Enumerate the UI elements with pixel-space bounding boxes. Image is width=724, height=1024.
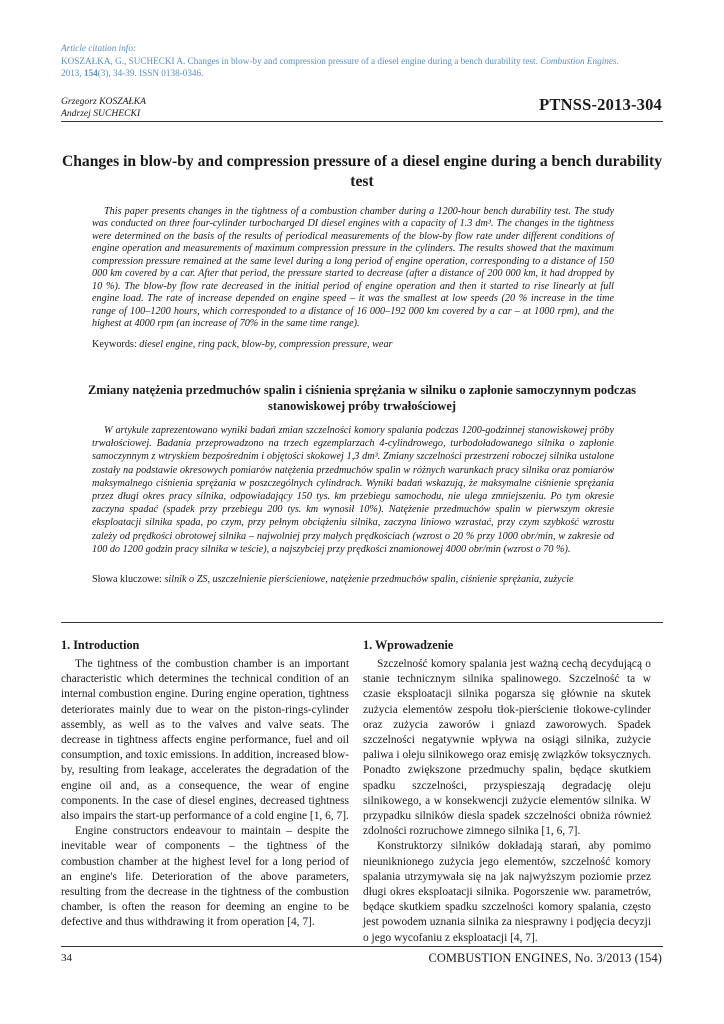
paragraph-en-2: Engine constructors endeavour to maintain – despite the inevitable wear of components – the tightness of the combustion chamber at the highest level for a long period of an engine's life. Deterioration of the above parameters, resulting from the decrease in the tightness of the combustion chamber, is often the reason for deeming an engine to be defective and thus withdrawing it from operation [4, 7]. xyxy=(61,825,349,929)
section-rule xyxy=(61,622,663,623)
keywords-label: Keywords: xyxy=(92,339,140,350)
section-heading-en: 1. Introduction xyxy=(61,638,140,652)
header-rule xyxy=(61,121,663,122)
citation-volume: 154 xyxy=(83,68,98,78)
author-1: Grzegorz KOSZAŁKA xyxy=(61,96,147,107)
citation-text: KOSZAŁKA, G., SUCHECKI A. Changes in blow-by and compression pressure of a diesel engine during a bench durability test. xyxy=(61,55,541,66)
citation-journal: Combustion Engines xyxy=(540,55,617,66)
keywords-pl xyxy=(92,574,652,587)
keywords-pl-value: silnik o ZS, uszczelnienie pierścieniowe, natężenie przedmuchów spalin, ciśnienie sprężania, zużycie xyxy=(164,574,574,585)
author-2: Andrzej SUCHECKI xyxy=(61,108,141,119)
section-heading-pl: 1. Wprowadzenie xyxy=(363,638,454,652)
authors xyxy=(61,96,146,120)
column-polish xyxy=(363,638,651,946)
abstract-pl: W artykule zaprezentowano wyniki badań zmian szczelności komory spalania podczas 1200-godzinnej stanowiskowej próby trwałościowej. Badania przeprowadzono na trzech egzemplarzach 4-cylindrowego, turbodoładowanego silnika o zapłonie samoczynnym z wtryskiem bezpośrednim i objętości skokowej 1,3 dm³. Zmiany szczelności przestrzeni roboczej silnika ustalone zostały na podstawie okresowych pomiarów natężenia przedmuchów spalin w różnych warunkach pracy silnika oraz pomiarów maksymalnego ciśnienia sprężania w poszczególnych cylindrach. Wyniki badań wskazują, że maksymalne ciśnienie sprężania przez długi okres pracy silnika, odpowiadający 150 tys. km przebiegu samochodu, nie ulega zmniejszeniu. Po tym okresie zaczyna spadać (spadek przy przebiegu 200 tys. km wynosił 10%). Natężenie przedmuchów spalin w pierwszym okresie eksploatacji silnika spada, po czym, przy pełnym obciążeniu silnika, zaczyna liniowo wzrastać, przy czym szybkość wzrostu zależy od prędkości obrotowej silnika – najwolniej przy małych prędkościach (wzrost o 20 % przy 1000 obr/min, w zakresie od 100 do 1200 godzin pracy silnika w teście), a najszybciej przy prędkości znamionowej 4000 obr/min (wzrost o 70 %). xyxy=(92,425,614,555)
abstract-en: This paper presents changes in the tightness of a combustion chamber during a 1200-hour bench durability test. The study was conducted on three four-cylinder turbocharged DI diesel engines with a capacity of 1.3 dm³. The changes in the tightness were determined on the basis of the results of periodical measurements of the blow-by flow rate under different conditions of engine operation and measurements of maximum compression pressure in the cylinders. The results showed that the maximum compression pressure remained at the same level during a long period of engine operation, corresponding to a distance of 150 000 km covered by a car. After that period, the pressure started to decrease (after a distance of 200 000 km, it had dropped by 10 %). The blow-by flow rate decreased in the initial period of engine operation and then it started to rise linearly at full engine load. The rate of increase depended on engine speed – it was the smallest at low speeds (20 % increase in the time range of 100–1200 hours, which corresponded to a distance of 16 000–192 000 km covered by a car – at 1000 rpm), and the highest at 4000 rpm (an increase of 70% in the same time range). xyxy=(92,206,614,330)
citation-year: 2013, xyxy=(61,68,84,78)
keywords-en xyxy=(92,339,632,352)
paragraph-pl-2: Konstruktorzy silników dokładają starań, aby pomimo nieuniknionego zużycia jego elementów, szczelność komory spalania utrzymywała się na jak najwyższym poziomie przez długi okres eksploatacji silnika. Pogorszenie ww. parametrów, będące skutkiem spadku szczelności komory spalania, często jest powodem uznania silnika za niesprawny i podjęcia decyzji o jego wycofaniu z eksploatacji [4, 7]. xyxy=(363,840,651,944)
keywords-value: diesel engine, ring pack, blow-by, compression pressure, wear xyxy=(139,339,393,350)
paper-id: PTNSS-2013-304 xyxy=(539,95,662,114)
column-english xyxy=(61,638,349,931)
citation-issue: (3), 34-39. ISSN 0138-0346. xyxy=(97,68,204,78)
title-pl: Zmiany natężenia przedmuchów spalin i ciśnienia sprężania w silniku o zapłonie samoczynnym podczas stanowiskowej próby trwałościowej xyxy=(88,383,636,413)
citation-label: Article citation info: xyxy=(61,43,137,53)
page-number: 34 xyxy=(61,952,72,964)
paragraph-pl-1: Szczelność komory spalania jest ważną cechą decydującą o stanie technicznym silnika spalinowego. Szczelność ta w czasie eksploatacji silnika pogarsza się głównie na skutek zużycia elementów zespołu tłok-pierścienie tłokowe-cylinder oraz zużycia zaworów i gniazd zaworowych. Spadek szczelności negatywnie wpływa na osiągi silnika, zużycie paliwa i oleju silnikowego oraz emisję związków toksycznych. Ponadto zwiększone przedmuchy spalin, będące skutkiem spadku szczelności, przyspieszają degradację oleju silnikowego, a w konsekwencji zużycie elementów silnika. W przypadku silników diesla spadek szczelności obniża również zdolności rozruchowe zimnego silnika [1, 6, 7]. xyxy=(363,658,651,838)
citation-period: . xyxy=(616,55,619,66)
footer-rule xyxy=(61,946,663,947)
title-en: Changes in blow-by and compression pressure of a diesel engine during a bench durability test xyxy=(61,153,663,190)
keywords-pl-label: Słowa kluczowe: xyxy=(92,574,165,585)
journal-info: COMBUSTION ENGINES, No. 3/2013 (154) xyxy=(428,951,662,965)
paragraph-en-1: The tightness of the combustion chamber is an important characteristic which determines the technical condition of an internal combustion engine. During engine operation, tightness deteriorates mainly due to wear on the piston-rings-cylinder assembly, as well as to the valves and valve seats. The decrease in tightness affects engine performance, fuel and oil consumption, and toxic emissions. In addition, increased blow-by, resulting from leakage, accelerates the degradation of the engine oil and, as a consequence, the wear of engine components. In the case of diesel engines, decreased tightness also impairs the start-up performance of a cold engine [1, 6, 7]. xyxy=(61,658,349,823)
citation-block xyxy=(61,42,661,80)
